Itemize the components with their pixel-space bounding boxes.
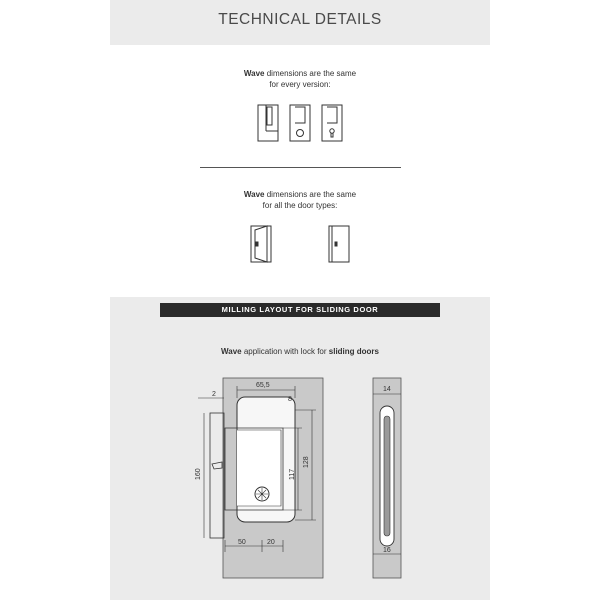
dim-height-inner: 117 bbox=[289, 468, 296, 480]
milling-front-drawing bbox=[190, 368, 355, 588]
milling-side-drawing bbox=[368, 372, 408, 587]
dim-radius: 8 bbox=[288, 396, 292, 403]
thumbturn-version-icon bbox=[290, 105, 310, 141]
versions-caption bbox=[0, 68, 600, 90]
section-divider bbox=[200, 167, 401, 168]
versions-caption-line1: dimensions are the same bbox=[264, 69, 357, 78]
versions-caption-line2: for every version: bbox=[269, 80, 331, 89]
cylinder-version-icon bbox=[322, 105, 342, 141]
handle-version-icon bbox=[258, 105, 278, 141]
milling-caption-door: sliding doors bbox=[328, 347, 379, 356]
dim-height-outer: 128 bbox=[303, 456, 310, 468]
dim-height-total: 160 bbox=[195, 468, 202, 480]
door-types-caption bbox=[0, 189, 600, 211]
versions-caption-brand: Wave bbox=[243, 69, 265, 78]
dim-side-bottom: 16 bbox=[383, 547, 391, 554]
dim-bottom-right: 20 bbox=[267, 539, 275, 546]
dim-left-offset: 2 bbox=[212, 391, 216, 398]
door-edge bbox=[210, 413, 224, 538]
milling-caption bbox=[110, 347, 490, 356]
milling-caption-mid: application with lock for bbox=[241, 347, 329, 356]
door-type-icons bbox=[245, 224, 355, 266]
door-types-caption-line1: dimensions are the same bbox=[264, 190, 357, 199]
dim-top-width: 65,5 bbox=[256, 382, 270, 389]
hinged-door-icon bbox=[251, 226, 271, 262]
header-band bbox=[110, 0, 490, 45]
version-icons bbox=[250, 103, 350, 145]
side-recess bbox=[384, 416, 390, 536]
dim-bottom-left: 50 bbox=[238, 539, 246, 546]
sliding-door-icon bbox=[329, 226, 349, 262]
dim-side-top: 14 bbox=[383, 386, 391, 393]
milling-caption-brand: Wave bbox=[221, 347, 242, 356]
door-types-caption-line2: for all the door types: bbox=[262, 201, 338, 210]
milling-section-title: MILLING LAYOUT FOR SLIDING DOOR bbox=[160, 303, 440, 317]
page-title: TECHNICAL DETAILS bbox=[218, 11, 382, 28]
door-types-caption-brand: Wave bbox=[243, 190, 265, 199]
